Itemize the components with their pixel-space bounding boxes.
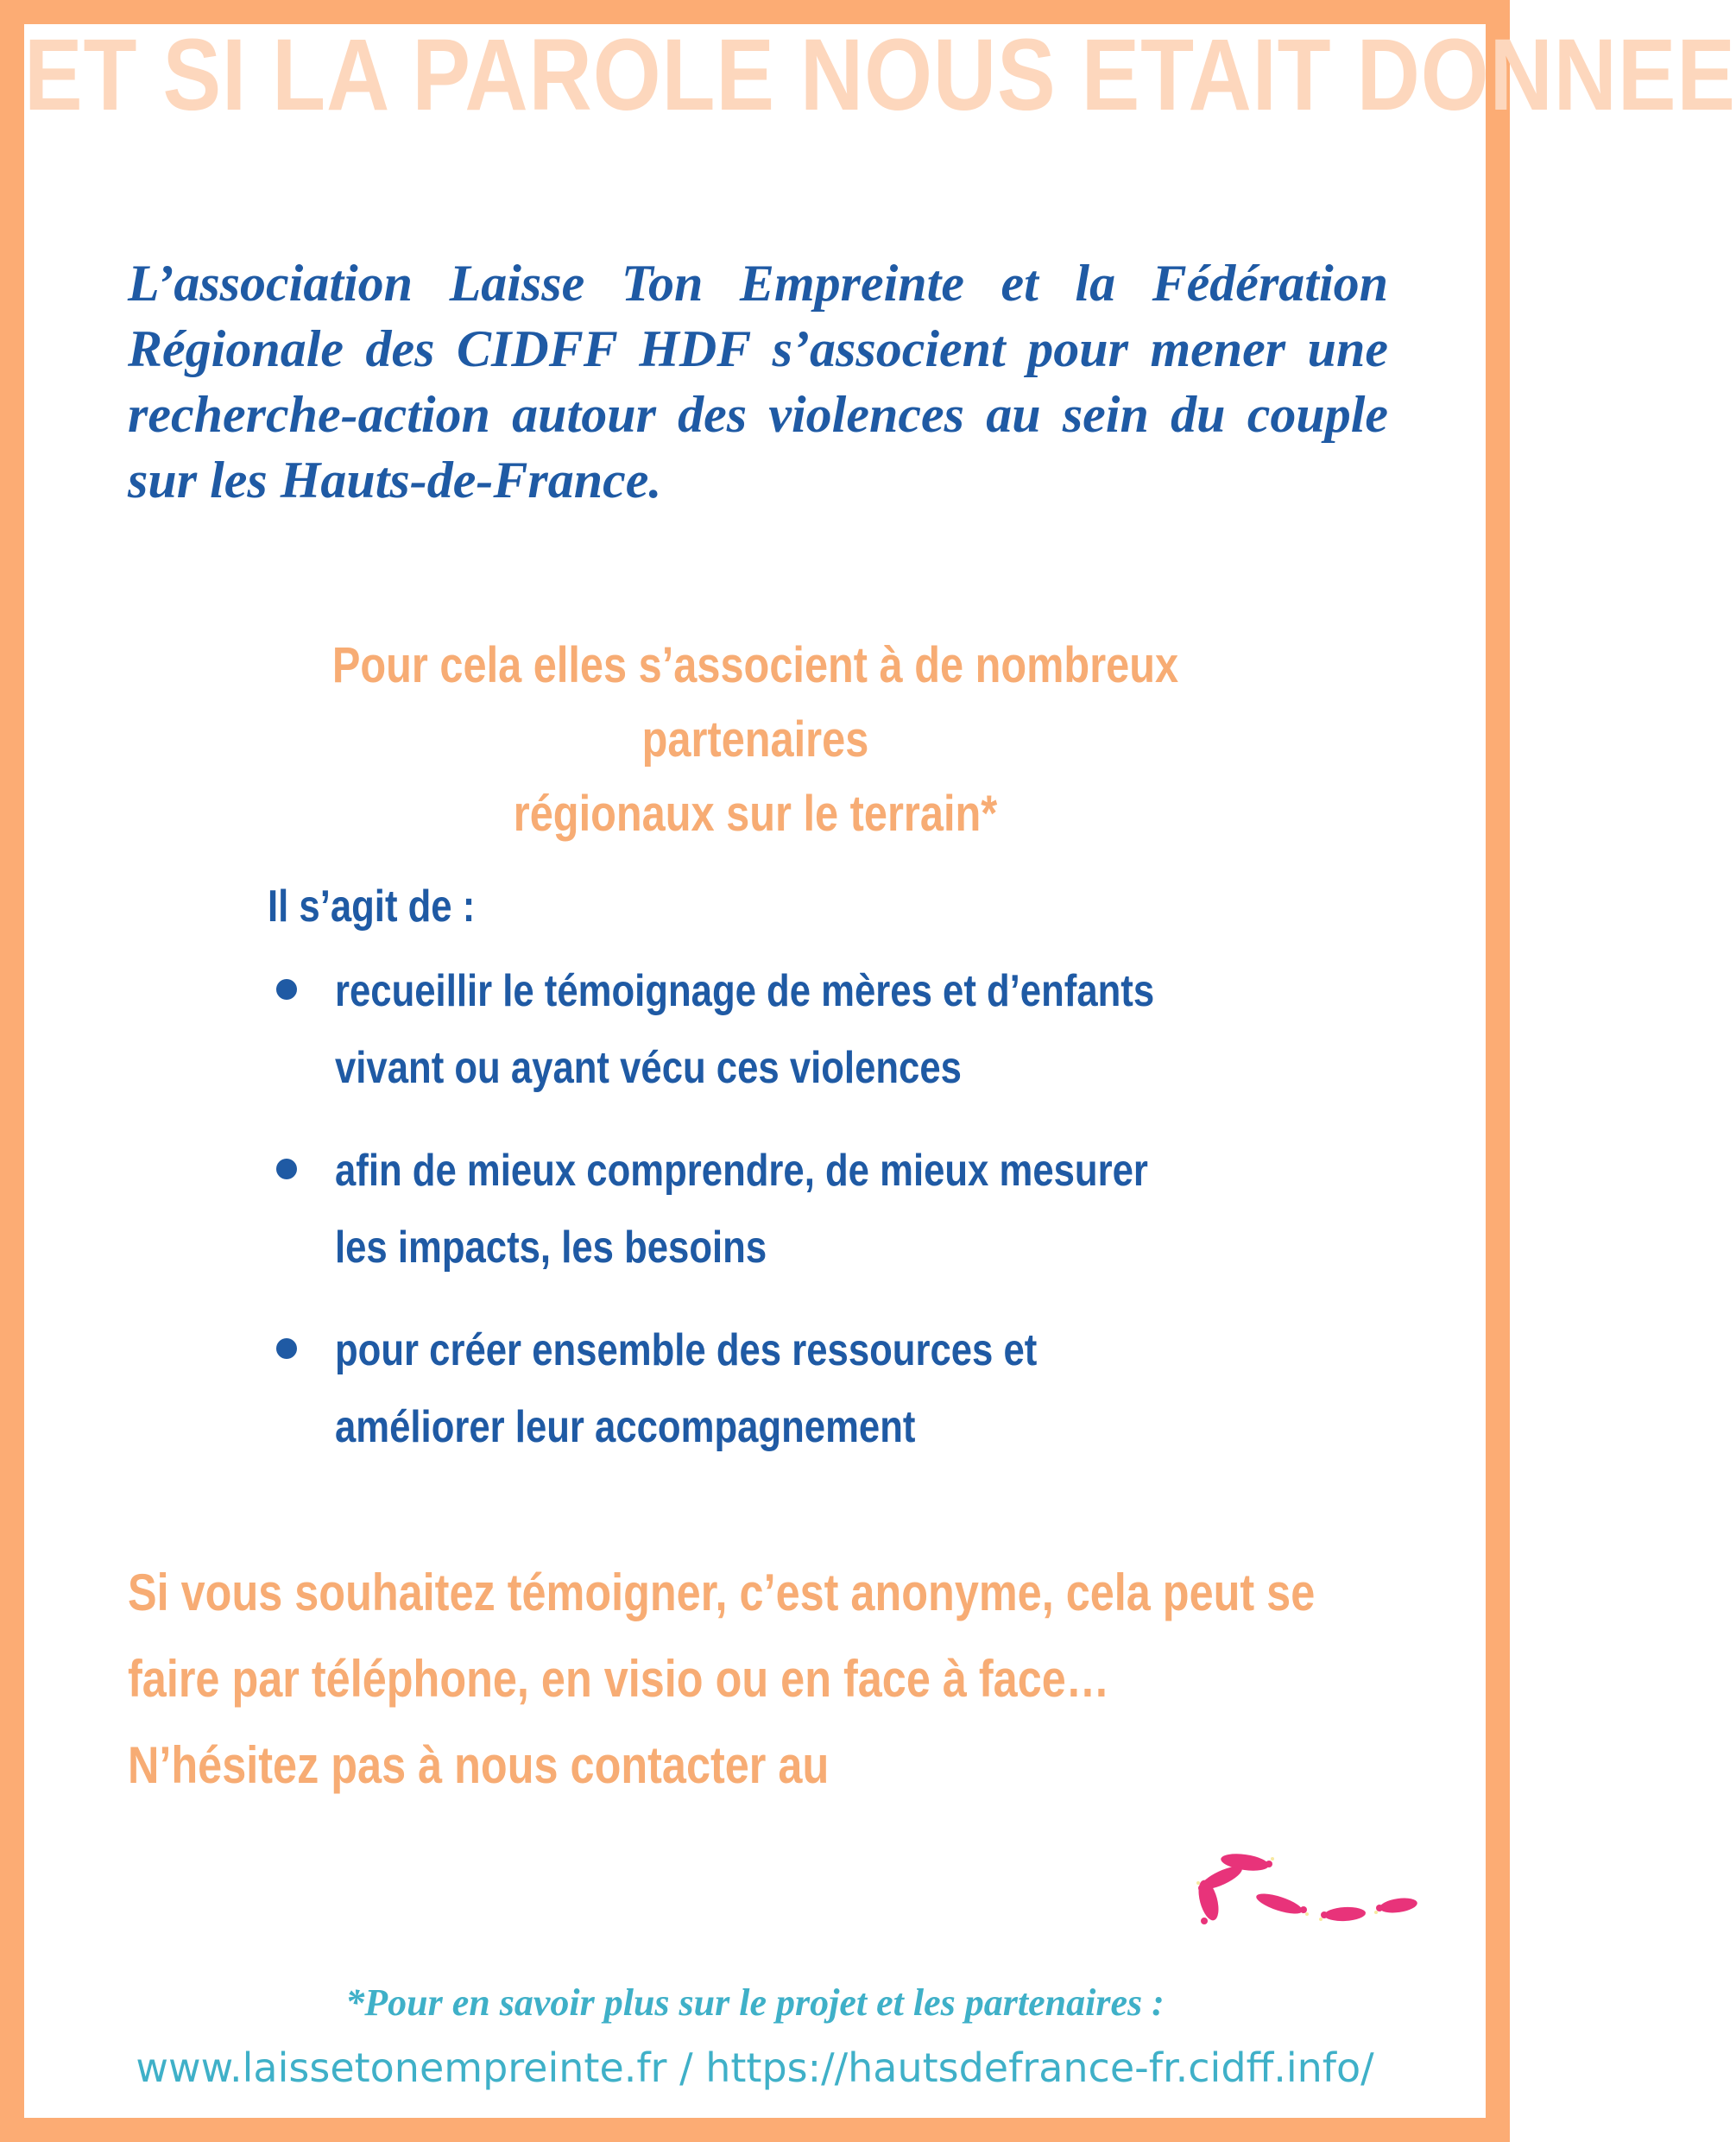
cta-line-2: faire par téléphone, en visio ou en face à face… — [128, 1650, 1110, 1708]
list-item-line-2: vivant ou ayant vécu ces violences — [335, 1043, 962, 1093]
bullet-icon — [276, 979, 297, 1000]
objectives-lead: Il s’agit de : — [268, 881, 476, 932]
objectives-block — [268, 872, 1243, 1492]
list-item — [268, 953, 1243, 1107]
cta-line-1: Si vous souhaitez témoigner, c’est anonyme, cela peut se — [128, 1564, 1316, 1621]
objectives-list — [268, 953, 1243, 1466]
footer-links — [24, 2038, 1486, 2098]
link-laissetonempreinte[interactable]: www.laissetonempreinte.fr — [136, 2044, 667, 2091]
bullet-icon — [276, 1338, 297, 1359]
list-item-line-1: afin de mieux comprendre, de mieux mesurer — [335, 1146, 1148, 1196]
footer-note: *Pour en savoir plus sur le projet et les partenaires : — [345, 1981, 1165, 2024]
link-separator: / — [666, 2044, 706, 2091]
contact-call-to-action — [128, 1550, 1367, 1809]
intro-paragraph: L’association Laisse Ton Empreinte et la Fédération Régionale des CIDFF HDF s’associent pour mener une recherche-action autour des violences au sein du couple sur les Hauts-de-France. — [128, 255, 1388, 509]
link-cidff[interactable]: https://hautsdefrance-fr.cidff.info/ — [705, 2044, 1374, 2091]
list-item — [268, 1312, 1243, 1466]
list-item-line-2: les impacts, les besoins — [335, 1223, 767, 1273]
list-item-line-1: recueillir le témoignage de mères et d’enfants — [335, 966, 1155, 1016]
cta-line-3: N’hésitez pas à nous contacter au — [128, 1736, 830, 1794]
partners-line-1: Pour cela elles s’associent à de nombreux partenaires — [331, 637, 1179, 768]
partners-statement — [223, 629, 1289, 851]
list-item-line-2: améliorer leur accompagnement — [335, 1402, 916, 1452]
list-item — [268, 1133, 1243, 1286]
poster-headline: ET SI LA PAROLE NOUS ETAIT DONNEE — [24, 18, 1736, 132]
partners-line-2: régionaux sur le terrain* — [513, 786, 998, 842]
bullet-icon — [276, 1159, 297, 1179]
list-item-line-1: pour créer ensemble des ressources et — [335, 1325, 1038, 1375]
footprints-icon — [1183, 1843, 1442, 1938]
